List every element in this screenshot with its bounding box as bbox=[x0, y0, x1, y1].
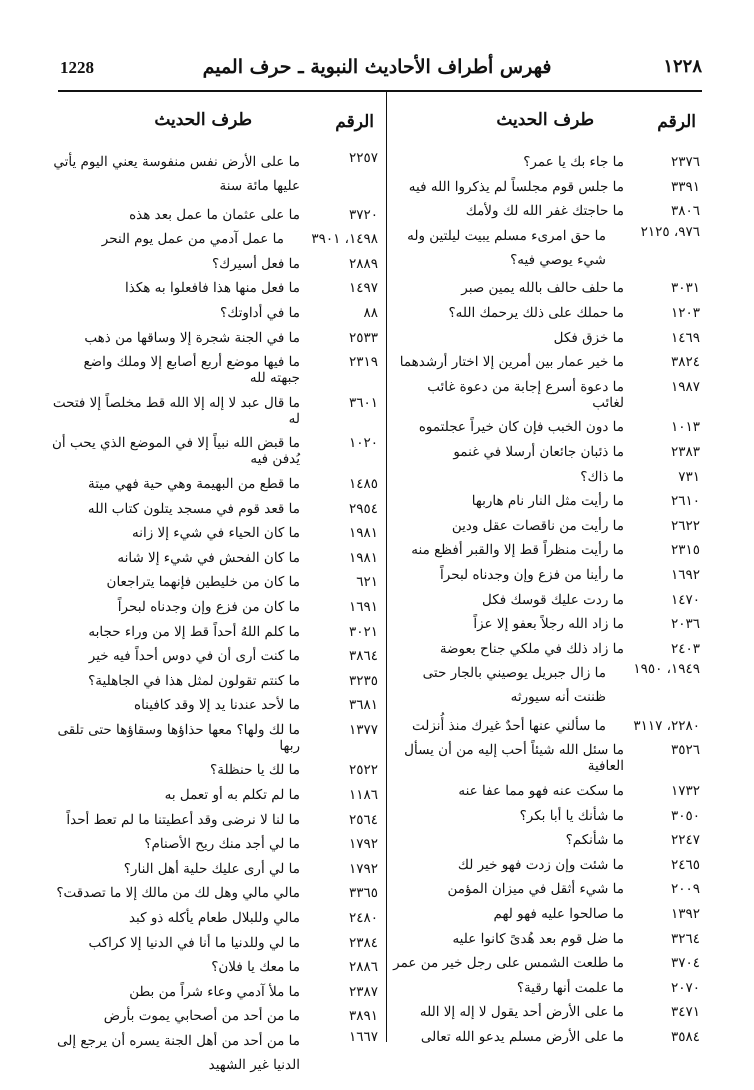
index-entry bbox=[52, 861, 380, 877]
hadith-number: ١٠٢٠ bbox=[348, 435, 378, 452]
hadith-number: ٢٣٨٣ bbox=[670, 443, 700, 460]
index-entry bbox=[52, 984, 380, 1000]
hadith-tarf: ما سكت عنه فهو مما عفا عنه bbox=[458, 783, 624, 800]
hadith-tarf: ما كنت أرى أن في دوس أحداً فيه خير bbox=[88, 648, 300, 665]
hadith-number: ١٢٠٣ bbox=[670, 304, 700, 321]
hadith-number: ٦٢١ bbox=[356, 574, 378, 591]
hadith-number: ٣٠٥٠ bbox=[670, 807, 700, 824]
hadith-number: ١٤٩٨، ٣٩٠١ bbox=[311, 231, 378, 248]
index-entry bbox=[392, 832, 702, 848]
hadith-tarf: ما من أحد من أصحابي يموت بأرض bbox=[103, 1008, 300, 1025]
hadith-tarf: ما معك يا فلان؟ bbox=[211, 959, 300, 976]
hadith-number: ٢٠٠٩ bbox=[670, 881, 700, 898]
index-entry bbox=[392, 1029, 702, 1045]
index-entry bbox=[392, 857, 702, 873]
hadith-tarf: مالي وللبلال طعام يأكله ذو كبد bbox=[128, 910, 300, 927]
left-column-rows bbox=[52, 150, 380, 1077]
hadith-tarf: ما لي وللدنيا ما أنا في الدنيا إلا كراكب bbox=[88, 934, 300, 951]
hadith-tarf: ما ملأ آدمي وعاء شراً من بطن bbox=[129, 983, 300, 1000]
index-entry bbox=[392, 493, 702, 509]
hadith-number: ٢٠٣٦ bbox=[670, 616, 700, 633]
hadith-tarf: ما لي أرى عليك حلية أهل النار؟ bbox=[123, 860, 300, 877]
hadith-number: ٧٣١ bbox=[678, 468, 700, 485]
index-entry bbox=[392, 444, 702, 460]
hadith-number: ٢٠٧٠ bbox=[670, 979, 700, 996]
hadith-number: ٢٣٧٦ bbox=[670, 154, 700, 170]
hadith-number: ٢٤٨٠ bbox=[348, 910, 378, 927]
index-entry bbox=[392, 931, 702, 947]
column-divider bbox=[386, 92, 387, 1042]
hadith-tarf: ما قبض الله نبياً إلا في الموضع الذي يحب أن يُدفن فيه bbox=[52, 435, 300, 468]
index-entry bbox=[392, 742, 702, 774]
index-entry bbox=[52, 885, 380, 901]
index-entry bbox=[52, 959, 380, 975]
hadith-tarf: ما على الأرض مسلم يدعو الله تعالى bbox=[420, 1029, 624, 1045]
hadith-tarf: ما حاجتك غفر الله لك ولأمك bbox=[465, 203, 624, 220]
hadith-number: ١١٨٦ bbox=[348, 787, 378, 804]
hadith-tarf: ما فعل أسيرك؟ bbox=[212, 255, 300, 272]
hadith-number: ٢٣٨٧ bbox=[348, 983, 378, 1000]
index-entry bbox=[52, 574, 380, 590]
index-entry bbox=[392, 955, 702, 971]
hadith-number: ٣٦٨١ bbox=[348, 697, 378, 714]
hadith-number: ١٣٩٢ bbox=[670, 906, 700, 923]
index-entry bbox=[392, 419, 702, 435]
hadith-number: ١٠١٣ bbox=[670, 419, 700, 436]
index-entry bbox=[392, 280, 702, 296]
hadith-tarf: ما سألني عنها أحدٌ غيرك منذ أُنزلت bbox=[411, 717, 606, 734]
hadith-tarf: ما دعوة أسرع إجابة من دعوة غائب لغائب bbox=[427, 378, 624, 411]
hadith-tarf: ما كنتم تقولون لمثل هذا في الجاهلية؟ bbox=[88, 672, 300, 689]
hadith-number: ٢٢٥٧ bbox=[348, 150, 378, 166]
hadith-tarf: ما جاء بك يا عمر؟ bbox=[523, 154, 624, 170]
index-entry bbox=[52, 525, 380, 541]
index-entry bbox=[52, 150, 380, 198]
hadith-tarf: ما ضل قوم بعد هُدىً كانوا عليه bbox=[452, 930, 624, 947]
hadith-number: ١٤٧٠ bbox=[670, 591, 700, 608]
hadith-tarf: ما رأيت من ناقصات عقل ودين bbox=[451, 517, 624, 534]
index-entry bbox=[52, 673, 380, 689]
hadith-tarf: ما طلعت الشمس على رجل خير من عمر bbox=[393, 955, 624, 972]
hadith-tarf: ما لأحد عندنا يد إلا وقد كافيناه bbox=[134, 697, 300, 714]
hadith-tarf: ما علمت أنها رقية؟ bbox=[516, 979, 624, 996]
hadith-number: ٣٣٦٥ bbox=[348, 885, 378, 902]
index-entry bbox=[392, 542, 702, 558]
index-entry bbox=[392, 783, 702, 799]
hadith-number: ١٦٩١ bbox=[348, 598, 378, 615]
hadith-number: ١٩٨١ bbox=[348, 549, 378, 566]
index-entry bbox=[52, 476, 380, 492]
tarf-column-label: طرف الحديث bbox=[154, 110, 252, 130]
index-entry bbox=[52, 354, 380, 386]
hadith-number: ٢٣١٩ bbox=[348, 354, 378, 371]
index-entry bbox=[392, 592, 702, 608]
hadith-tarf: ما ذئبان جائعان أرسلا في غنمو bbox=[453, 443, 624, 460]
index-entry bbox=[392, 224, 702, 272]
index-entry bbox=[392, 305, 702, 321]
hadith-tarf: ما رأيت مثل النار نام هاربها bbox=[471, 493, 624, 510]
hadith-number: ٩٧٦، ٢١٢٥ bbox=[640, 223, 700, 240]
hadith-number: ٢٥٦٤ bbox=[348, 811, 378, 828]
index-entry bbox=[392, 616, 702, 632]
hadith-tarf: ما فعل منها هذا فافعلوا به هكذا bbox=[124, 280, 300, 297]
index-entry bbox=[392, 154, 702, 170]
hadith-tarf: ما لنا لا نرضى وقد أعطيتنا ما لم تعط أحداً bbox=[66, 811, 300, 828]
index-entry bbox=[392, 718, 702, 734]
index-entry bbox=[52, 305, 380, 321]
index-entry bbox=[52, 256, 380, 272]
page-title: فهرس أطراف الأحاديث النبوية ـ حرف الميم bbox=[202, 56, 552, 78]
left-column bbox=[52, 92, 380, 1073]
index-entry bbox=[392, 379, 702, 411]
hadith-number: ٣٠٣١ bbox=[670, 280, 700, 297]
index-entry bbox=[392, 179, 702, 195]
hadith-tarf: ما كان الفحش في شيء إلا شانه bbox=[117, 549, 300, 566]
index-entry bbox=[52, 435, 380, 467]
index-entry bbox=[52, 812, 380, 828]
hadith-number: ٢٦٢٢ bbox=[670, 517, 700, 534]
index-entry bbox=[52, 910, 380, 926]
hadith-number: ٣٤٧١ bbox=[670, 1004, 700, 1021]
index-entry bbox=[52, 697, 380, 713]
hadith-tarf: مالي مالي وهل لك من مالك إلا ما تصدقت؟ bbox=[56, 885, 300, 902]
index-entry bbox=[52, 501, 380, 517]
hadith-number: ٣٨٢٤ bbox=[670, 354, 700, 371]
hadith-tarf: ما فيها موضع أربع أصابع إلا وملك واضع جبهته لله bbox=[83, 354, 300, 387]
hadith-number: ٣٥٨٤ bbox=[670, 1029, 700, 1045]
index-entry bbox=[392, 567, 702, 583]
index-entry bbox=[392, 661, 702, 709]
hadith-number: ١٩٤٩، ١٩٥٠ bbox=[633, 661, 700, 678]
index-entry bbox=[392, 641, 702, 657]
hadith-number: ٣٣٩١ bbox=[670, 178, 700, 195]
hadith-tarf: ما كلم اللهُ أحداً قط إلا من وراء حجابه bbox=[88, 623, 300, 640]
index-entry bbox=[52, 648, 380, 664]
hadith-number: ١٣٧٧ bbox=[348, 721, 378, 738]
index-entry bbox=[52, 280, 380, 296]
hadith-number: ٣٥٢٦ bbox=[670, 742, 700, 759]
hadith-number: ١٩٨١ bbox=[348, 525, 378, 542]
number-column-label: الرقم bbox=[657, 112, 696, 132]
hadith-number: ١٧٩٢ bbox=[348, 836, 378, 853]
hadith-tarf: ما كان من خليطين فإنهما يتراجعان bbox=[106, 574, 300, 591]
index-entry bbox=[52, 231, 380, 247]
page-number-latin: 1228 bbox=[60, 58, 94, 77]
hadith-number: ٣٢٦٤ bbox=[670, 930, 700, 947]
hadith-tarf: ما ذاك؟ bbox=[580, 468, 624, 485]
hadith-tarf: ما على الأرض أحد يقول لا إله إلا الله bbox=[419, 1004, 624, 1021]
hadith-number: ٢٥٣٣ bbox=[348, 329, 378, 346]
hadith-number: ٣٠٢١ bbox=[348, 623, 378, 640]
hadith-tarf: ما لم تكلم به أو تعمل به bbox=[164, 787, 300, 804]
index-entry bbox=[392, 203, 702, 219]
hadith-tarf: ما لك ولها؟ معها حذاؤها وسقاؤها حتى تلقى ربها bbox=[57, 721, 300, 754]
hadith-number: ٣٨٠٦ bbox=[670, 203, 700, 220]
index-entry bbox=[52, 787, 380, 803]
hadith-tarf: ما قعد قوم في مسجد يتلون كتاب الله bbox=[87, 500, 300, 517]
index-entry bbox=[52, 395, 380, 427]
hadith-tarf: ما على الأرض نفس منفوسة يعني اليوم يأتي عليها مائة سنة bbox=[53, 154, 300, 194]
hadith-number: ٢٢٨٠، ٣١١٧ bbox=[633, 717, 700, 734]
hadith-tarf: ما قطع من البهيمة وهي حية فهي ميتة bbox=[88, 475, 300, 492]
hadith-number: ١٩٨٧ bbox=[670, 378, 700, 395]
hadith-number: ١٧٩٢ bbox=[348, 860, 378, 877]
hadith-number: ٢٩٥٤ bbox=[348, 500, 378, 517]
hadith-number: ٢٢٤٧ bbox=[670, 832, 700, 849]
hadith-tarf: ما في أداوتك؟ bbox=[220, 304, 300, 321]
hadith-tarf: ما حق امرىء مسلم يبيت ليلتين وله شيء يوصي فيه؟ bbox=[407, 227, 606, 268]
hadith-tarf: ما جلس قوم مجلساً لم يذكروا الله فيه bbox=[408, 178, 624, 195]
left-column-header bbox=[52, 92, 380, 154]
index-entry bbox=[392, 469, 702, 485]
hadith-tarf: ما حلف حالف بالله يمين صبر bbox=[461, 280, 624, 297]
hadith-tarf: ما كان من فزع وإن وجدناه لبحراً bbox=[117, 598, 300, 615]
hadith-tarf: ما زاد الله رجلاً بعفو إلا عزاً bbox=[473, 616, 624, 633]
hadith-number: ٢٥٢٢ bbox=[348, 762, 378, 779]
hadith-number: ١٦٩٢ bbox=[670, 566, 700, 583]
index-entry bbox=[52, 836, 380, 852]
index-entry bbox=[392, 980, 702, 996]
index-entry bbox=[52, 935, 380, 951]
page-number-arabic: ١٢٢٨ bbox=[663, 56, 702, 77]
index-entry bbox=[52, 722, 380, 754]
index-entry bbox=[52, 1008, 380, 1024]
hadith-tarf: ما لك يا حنظلة؟ bbox=[210, 762, 300, 779]
hadith-tarf: ما كان الحياء في شيء إلا زانه bbox=[132, 525, 300, 542]
page-header bbox=[0, 50, 754, 90]
index-entry bbox=[52, 330, 380, 346]
hadith-number: ٣٧٢٠ bbox=[348, 206, 378, 223]
hadith-tarf: ما من أحد من أهل الجنة يسره أن يرجع إلى الدنيا غير الشهيد bbox=[57, 1033, 300, 1073]
hadith-number: ٣٧٠٤ bbox=[670, 955, 700, 972]
index-entry bbox=[52, 207, 380, 223]
hadith-tarf: ما شيء أثقل في ميزان المؤمن bbox=[447, 881, 624, 898]
index-entry bbox=[392, 906, 702, 922]
hadith-number: ١٦٦٧ bbox=[348, 1029, 378, 1045]
index-entry bbox=[52, 624, 380, 640]
hadith-number: ٢٤٦٥ bbox=[670, 856, 700, 873]
hadith-tarf: ما زاد ذلك في ملكي جناح بعوضة bbox=[439, 640, 624, 657]
hadith-number: ٢٣٨٤ bbox=[348, 934, 378, 951]
index-entry bbox=[392, 808, 702, 824]
hadith-tarf: ما دون الخبب فإن كان خيراً عجلتموه bbox=[418, 419, 624, 436]
hadith-tarf: ما شأنك يا أبا بكر؟ bbox=[519, 807, 624, 824]
hadith-tarf: ما حملك على ذلك يرحمك الله؟ bbox=[448, 304, 624, 321]
hadith-number: ١٤٩٧ bbox=[348, 280, 378, 297]
index-entry bbox=[52, 1029, 380, 1077]
index-entry bbox=[52, 762, 380, 778]
hadith-number: ٢٦١٠ bbox=[670, 493, 700, 510]
index-entry bbox=[392, 881, 702, 897]
right-column-header bbox=[392, 92, 702, 154]
hadith-number: ٣٨٦٤ bbox=[348, 648, 378, 665]
hadith-number: ١٤٦٩ bbox=[670, 329, 700, 346]
hadith-number: ١٤٨٥ bbox=[348, 475, 378, 492]
hadith-tarf: ما سئل الله شيئاً أحب إليه من أن يسأل العافية bbox=[404, 742, 624, 775]
hadith-number: ٨٨ bbox=[363, 304, 378, 321]
hadith-tarf: ما صالحوا عليه فهو لهم bbox=[493, 906, 624, 923]
hadith-tarf: ما على عثمان ما عمل بعد هذه bbox=[129, 206, 300, 223]
hadith-number: ٣٢٣٥ bbox=[348, 672, 378, 689]
right-column-rows bbox=[392, 154, 702, 1045]
hadith-number: ٢٣١٥ bbox=[670, 542, 700, 559]
hadith-tarf: ما رأيت منظراً قط إلا والقبر أفظع منه bbox=[411, 542, 624, 559]
index-entry bbox=[392, 518, 702, 534]
hadith-tarf: ما شئت وإن زدت فهو خير لك bbox=[457, 856, 624, 873]
hadith-tarf: ما زال جبريل يوصيني بالجار حتى ظننت أنه سيورثه bbox=[422, 665, 606, 706]
hadith-number: ٢٨٨٩ bbox=[348, 255, 378, 272]
hadith-tarf: ما شأنكم؟ bbox=[565, 832, 624, 849]
hadith-number: ٣٦٠١ bbox=[348, 394, 378, 411]
hadith-tarf: ما خزق فكل bbox=[553, 329, 624, 346]
hadith-tarf: ما قال عبد لا إله إلا الله قط مخلصاً إلا فتحت له bbox=[52, 394, 300, 427]
hadith-tarf: ما لي أجد منك ريح الأصنام؟ bbox=[144, 836, 300, 853]
hadith-tarf: ما عمل آدمي من عمل يوم النحر bbox=[101, 231, 284, 248]
right-column bbox=[392, 92, 702, 1045]
hadith-tarf: ما في الجنة شجرة إلا وساقها من ذهب bbox=[84, 329, 300, 346]
index-entry bbox=[392, 1004, 702, 1020]
number-column-label: الرقم bbox=[335, 112, 374, 132]
hadith-tarf: ما خير عمار بين أمرين إلا اختار أرشدهما bbox=[399, 354, 624, 371]
hadith-number: ٢٤٠٣ bbox=[670, 640, 700, 657]
hadith-number: ٣٨٩١ bbox=[348, 1008, 378, 1025]
hadith-tarf: ما ردت عليك قوسك فكل bbox=[482, 591, 624, 608]
hadith-number: ٢٨٨٦ bbox=[348, 959, 378, 976]
index-entry bbox=[52, 550, 380, 566]
index-entry bbox=[52, 599, 380, 615]
tarf-column-label: طرف الحديث bbox=[496, 110, 594, 130]
hadith-tarf: ما رأينا من فزع وإن وجدناه لبحراً bbox=[440, 566, 624, 583]
hadith-number: ١٧٣٢ bbox=[670, 783, 700, 800]
index-entry bbox=[392, 330, 702, 346]
index-entry bbox=[392, 354, 702, 370]
